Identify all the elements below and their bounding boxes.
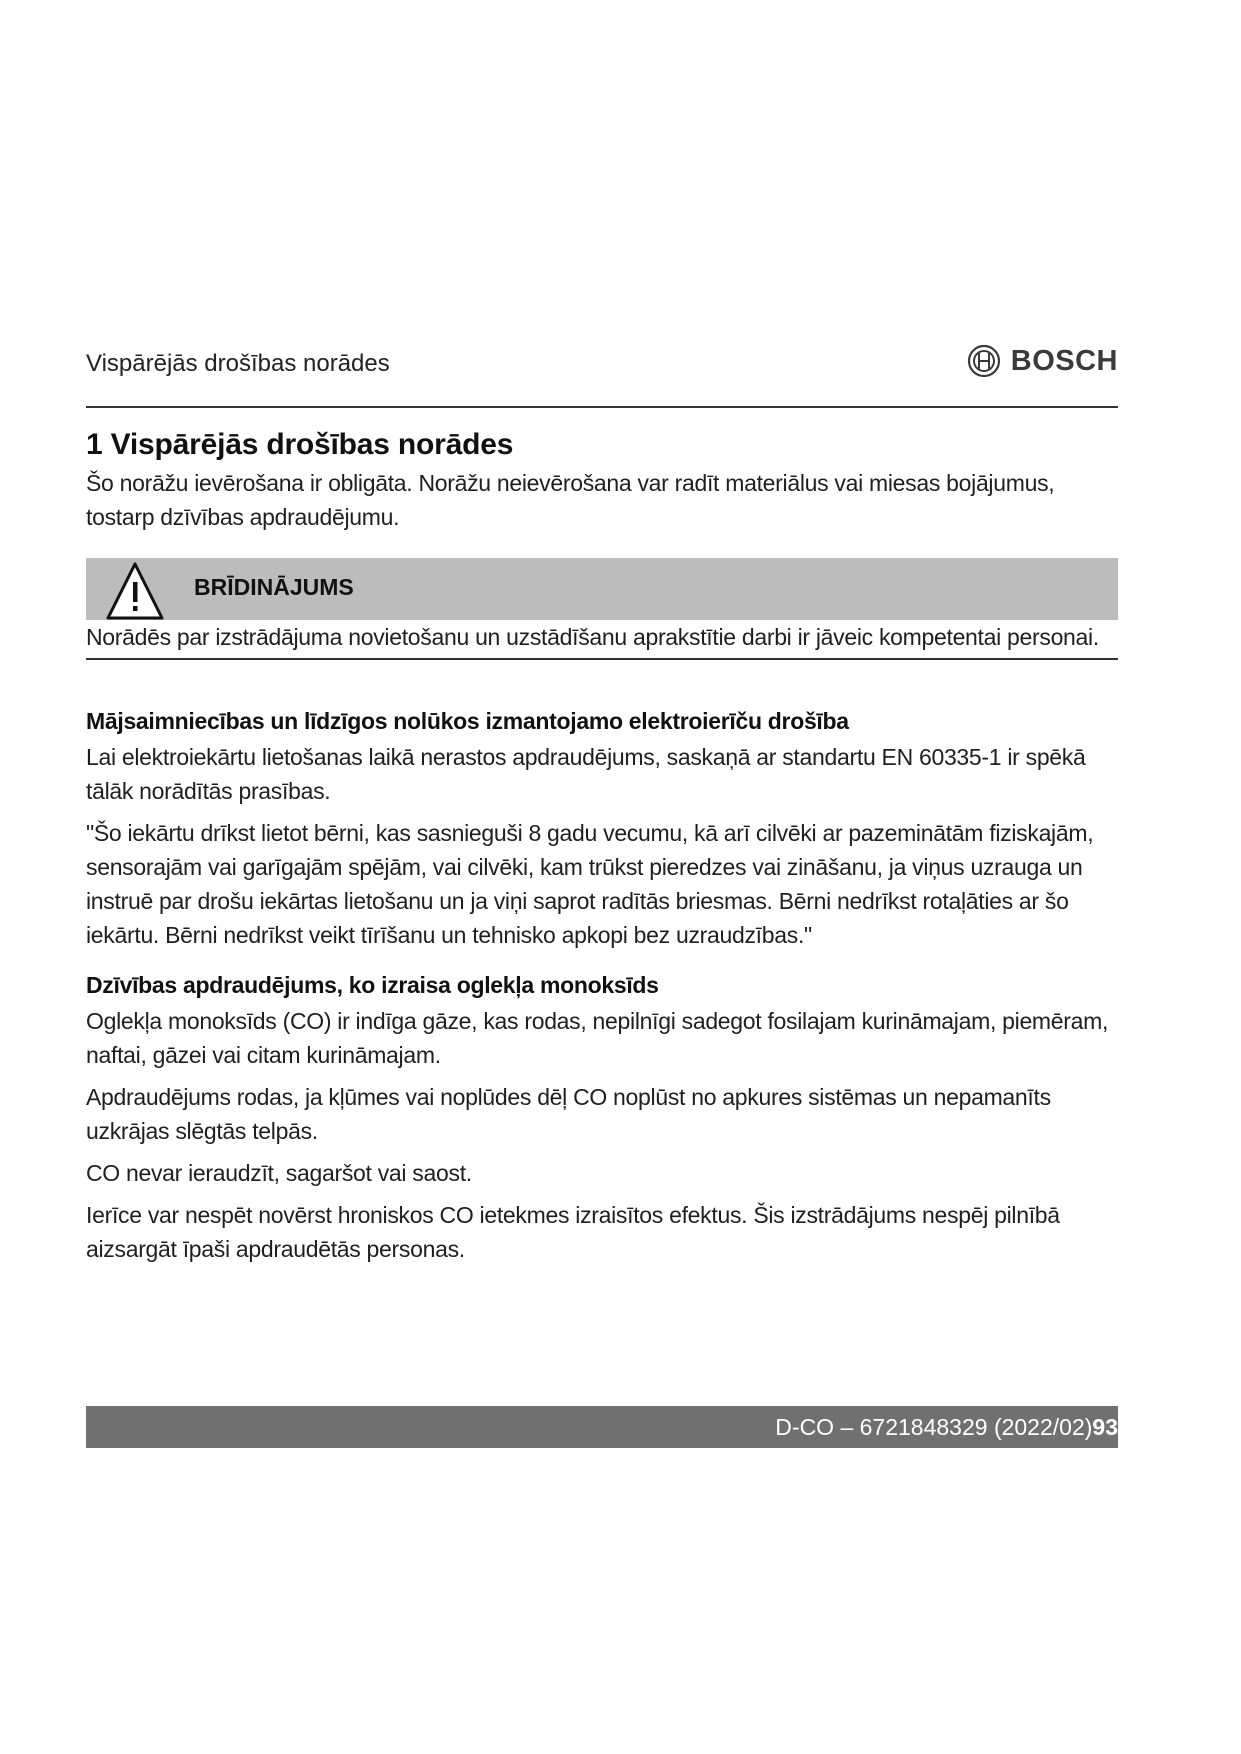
- footer-doc-ref: D-CO – 6721848329 (2022/02): [775, 1413, 1093, 1440]
- warning-bar: [86, 558, 1118, 620]
- co-paragraph: CO nevar ieraudzīt, sagaršot vai saost.: [86, 1160, 472, 1186]
- footer-page-number: 93: [1092, 1413, 1118, 1440]
- section-title: 1 Vispārējās drošības norādes: [86, 428, 514, 461]
- header-divider: [86, 406, 1118, 408]
- running-header: [86, 342, 1118, 386]
- warning-label: BRĪDINĀJUMS: [194, 574, 354, 600]
- warning-divider: [86, 658, 1118, 660]
- warning-triangle-icon: [104, 560, 166, 622]
- footer-bar: [86, 1406, 1118, 1448]
- household-paragraph: Lai elektroiekārtu lietošanas laikā nerastos apdraudējums, saskaņā ar standartu EN 60335-1 ir spēkā tālāk norādītās prasības.: [86, 744, 1086, 804]
- running-title: Vispārējās drošības norādes: [86, 350, 390, 377]
- main-content: [86, 428, 1118, 1274]
- co-paragraph: Oglekļa monoksīds (CO) ir indīga gāze, kas rodas, nepilnīgi sadegot fosilajam kurināmajam, piemēram, naftai, gāzei vai citam kurināmajam.: [86, 1008, 1109, 1068]
- brand-logo: [967, 344, 1118, 378]
- household-paragraph: "Šo iekārtu drīkst lietot bērni, kas sasnieguši 8 gadu vecumu, kā arī cilvēki ar pazeminātām fiziskajām, sensorajām vai garīgajām spējām, vai cilvēki, kam trūkst pieredzes vai zināšanu, ja viņus uzrauga un instruē par drošu iekārtas lietošanu un ja viņi saprot radītās briesmas. Bērni nedrīkst rotaļāties ar šo iekārtu. Bērni nedrīkst veikt tīrīšanu un tehnisko apkopi bez uzraudzības.": [86, 820, 1094, 948]
- intro-paragraph: Šo norāžu ievērošana ir obligāta. Norāžu neievērošana var radīt materiālus vai miesas bojājumus, tostarp dzīvības apdraudējumu.: [86, 470, 1055, 530]
- co-paragraph: Apdraudējums rodas, ja kļūmes vai noplūdes dēļ CO noplūst no apkures sistēmas un nepamanīts uzkrājas slēgtās telpās.: [86, 1084, 1051, 1144]
- bosch-armature-icon: [967, 344, 1001, 378]
- warning-box: [86, 558, 1118, 660]
- co-heading: Dzīvības apdraudējums, ko izraisa oglekļa monoksīds: [86, 972, 659, 998]
- section-spacer: [86, 960, 1118, 968]
- household-heading: Mājsaimniecības un līdzīgos nolūkos izmantojamo elektroierīču drošība: [86, 708, 849, 734]
- co-paragraph: Ierīce var nespēt novērst hroniskos CO ietekmes izraisītos efektus. Šis izstrādājums nespēj pilnībā aizsargāt īpaši apdraudētās personas.: [86, 1202, 1060, 1262]
- brand-name: BOSCH: [1010, 344, 1118, 377]
- document-page: [86, 0, 1118, 1754]
- warning-text: Norādēs par izstrādājuma novietošanu un uzstādīšanu aprakstītie darbi ir jāveic kompetentai personai.: [86, 624, 1099, 650]
